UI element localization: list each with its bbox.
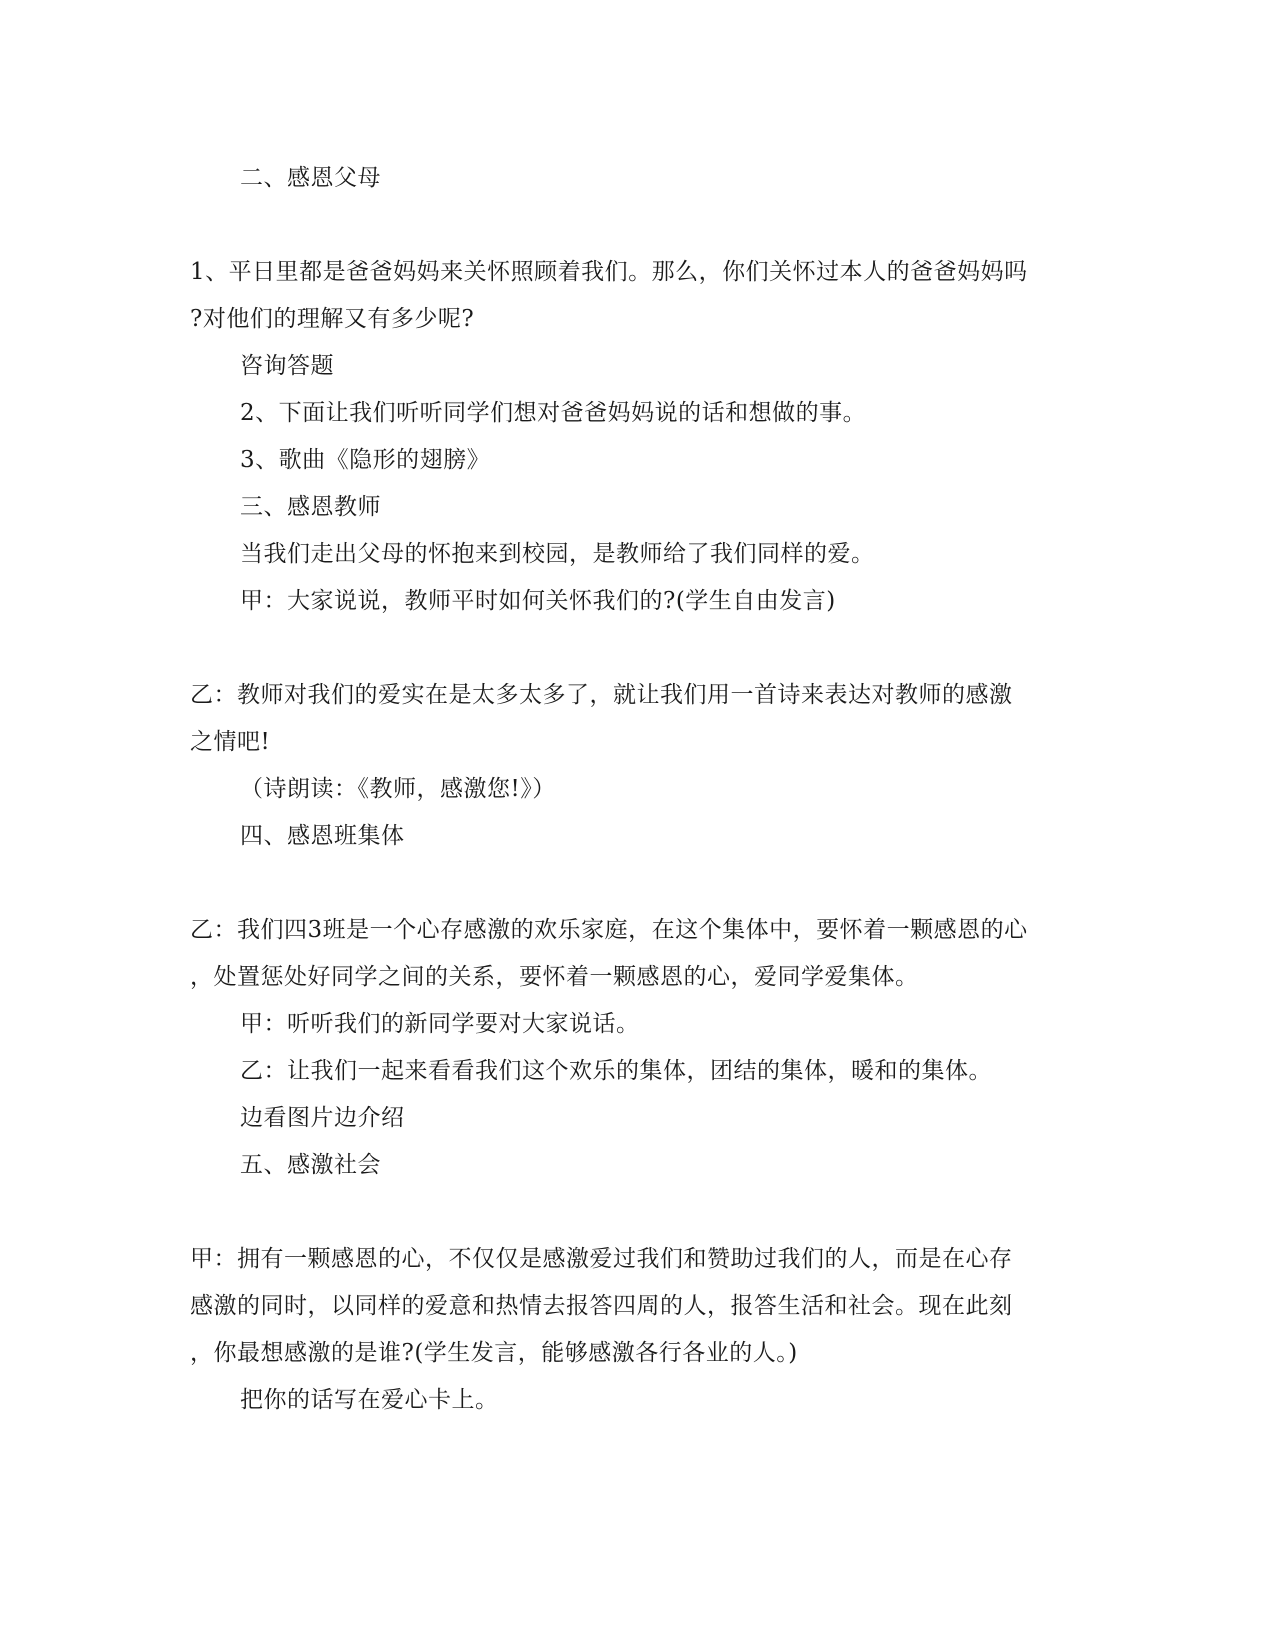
paragraph-line: 乙：我们四3班是一个心存感激的欢乐家庭，在这个集体中，要怀着一颗感恩的心 [190, 917, 1028, 943]
paragraph-line: 边看图片边介绍 [240, 1105, 405, 1131]
paragraph-line: 感激的同时，以同样的爱意和热情去报答四周的人，报答生活和社会。现在此刻 [190, 1293, 1013, 1319]
paragraph-line: 乙：教师对我们的爱实在是太多太多了，就让我们用一首诗来表达对教师的感激 [190, 682, 1013, 708]
section-heading-class: 四、感恩班集体 [240, 823, 405, 849]
paragraph-line: 咨询答题 [240, 353, 334, 379]
paragraph-line: 2、下面让我们听听同学们想对爸爸妈妈说的话和想做的事。 [240, 400, 867, 426]
paragraph-line: 甲：大家说说，教师平时如何关怀我们的?(学生自由发言) [240, 588, 836, 614]
paragraph-line: 1、平日里都是爸爸妈妈来关怀照顾着我们。那么，你们关怀过本人的爸爸妈妈吗 [190, 259, 1028, 285]
paragraph-line: ?对他们的理解又有多少呢? [190, 306, 475, 332]
paragraph-line: 把你的话写在爱心卡上。 [240, 1387, 499, 1413]
paragraph-line: 3、歌曲《隐形的翅膀》 [240, 447, 491, 473]
paragraph-line: ，你最想感激的是谁?(学生发言，能够感激各行各业的人。) [190, 1340, 798, 1366]
paragraph-line: ，处置惩处好同学之间的关系，要怀着一颗感恩的心，爱同学爱集体。 [190, 964, 919, 990]
paragraph-line: 当我们走出父母的怀抱来到校园，是教师给了我们同样的爱。 [240, 541, 875, 567]
section-heading-parents: 二、感恩父母 [240, 165, 381, 191]
paragraph-line: 甲：拥有一颗感恩的心，不仅仅是感激爱过我们和赞助过我们的人，而是在心存 [190, 1246, 1013, 1272]
paragraph-line: 甲：听听我们的新同学要对大家说话。 [240, 1011, 640, 1037]
section-heading-teachers: 三、感恩教师 [240, 494, 381, 520]
paragraph-line: （诗朗读：《教师，感激您!》） [240, 776, 556, 802]
paragraph-line: 之情吧! [190, 729, 271, 755]
section-heading-society: 五、感激社会 [240, 1152, 381, 1178]
paragraph-line: 乙：让我们一起来看看我们这个欢乐的集体，团结的集体，暖和的集体。 [240, 1058, 992, 1084]
